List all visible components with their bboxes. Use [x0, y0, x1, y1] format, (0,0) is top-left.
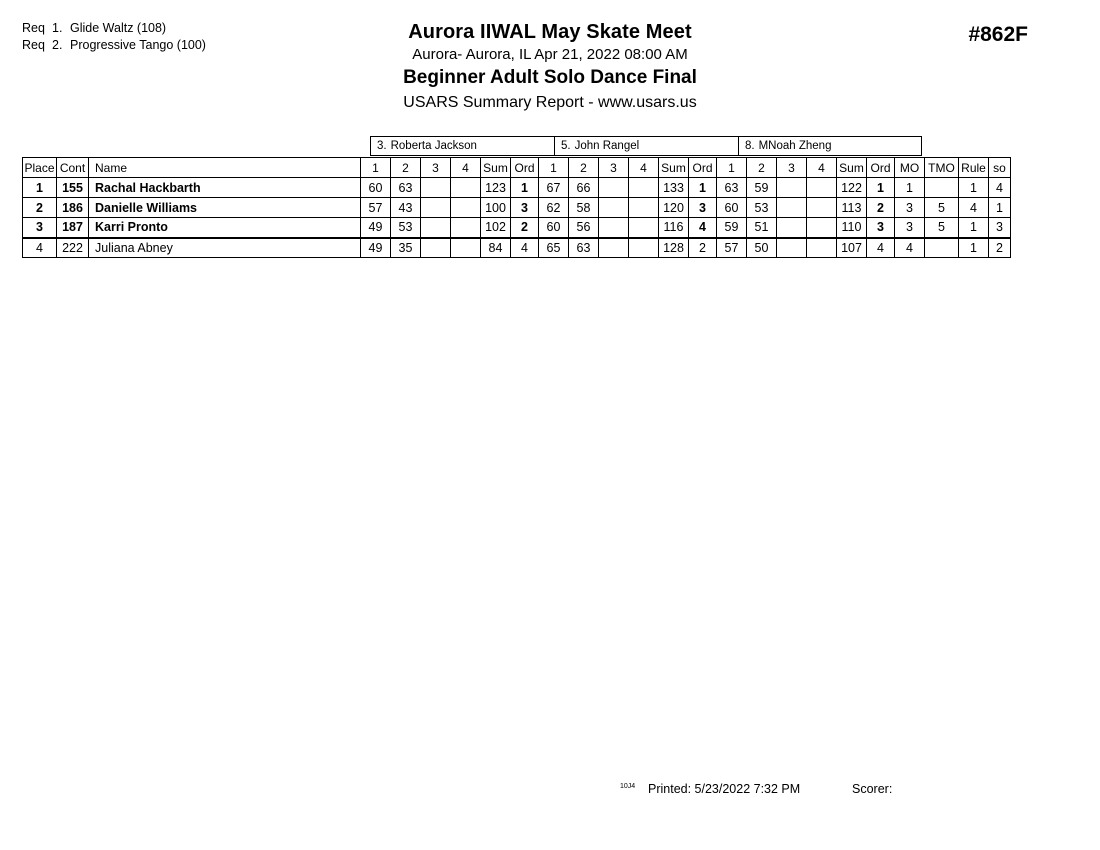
cell-j2-s1: 62	[539, 198, 569, 218]
cell-place: 3	[23, 218, 57, 238]
cell-j3-s3	[777, 218, 807, 238]
cell-j2-ord: 1	[689, 178, 717, 198]
cell-j3-s2: 59	[747, 178, 777, 198]
cell-j1-s1: 60	[361, 178, 391, 198]
cell-j2-s2: 56	[569, 218, 599, 238]
cell-name: Karri Pronto	[89, 218, 361, 238]
column-header-cont: Cont	[57, 158, 89, 178]
cell-j3-sum: 113	[837, 198, 867, 218]
requirement-number: 1.	[52, 21, 63, 35]
cell-j3-s4	[807, 198, 837, 218]
column-header-j2-s2: 2	[569, 158, 599, 178]
cell-j3-s1: 60	[717, 198, 747, 218]
requirement-name: Progressive Tango (100)	[70, 38, 206, 52]
judge-name: John Rangel	[574, 140, 640, 152]
cell-j1-sum: 100	[481, 198, 511, 218]
column-header-j1-s2: 2	[391, 158, 421, 178]
event-title: Beginner Adult Solo Dance Final	[403, 67, 697, 88]
cell-tmo	[925, 238, 959, 258]
column-header-j2-s1: 1	[539, 158, 569, 178]
cell-j2-s3	[599, 178, 629, 198]
cell-so: 1	[989, 198, 1011, 218]
cell-j3-s2: 50	[747, 238, 777, 258]
cell-j2-s2: 63	[569, 238, 599, 258]
cell-j3-s2: 53	[747, 198, 777, 218]
cell-j1-ord: 1	[511, 178, 539, 198]
column-header-j1-s4: 4	[451, 158, 481, 178]
cell-j2-ord: 3	[689, 198, 717, 218]
cell-j1-s1: 49	[361, 218, 391, 238]
column-header-j1-s3: 3	[421, 158, 451, 178]
cell-cont: 186	[57, 198, 89, 218]
cell-j2-s4	[629, 218, 659, 238]
cell-cont: 187	[57, 218, 89, 238]
cell-j1-sum: 102	[481, 218, 511, 238]
cell-j1-s2: 63	[391, 178, 421, 198]
results-table	[22, 157, 1011, 258]
table-row	[23, 218, 1011, 238]
column-header-j3-s3: 3	[777, 158, 807, 178]
cell-j1-s1: 49	[361, 238, 391, 258]
cell-j3-s3	[777, 178, 807, 198]
cell-j2-sum: 133	[659, 178, 689, 198]
footer-code: 10J4	[620, 783, 636, 790]
cell-place: 1	[23, 178, 57, 198]
cell-j1-s4	[451, 238, 481, 258]
cell-rule: 1	[959, 238, 989, 258]
cell-j2-s1: 67	[539, 178, 569, 198]
cell-j3-s1: 57	[717, 238, 747, 258]
cell-j2-s1: 65	[539, 238, 569, 258]
cell-name: Rachal Hackbarth	[89, 178, 361, 198]
cell-so: 4	[989, 178, 1011, 198]
cell-place: 4	[23, 238, 57, 258]
cell-j1-ord: 4	[511, 238, 539, 258]
cell-cont: 222	[57, 238, 89, 258]
column-header-j2-s3: 3	[599, 158, 629, 178]
judge-header-1	[370, 136, 554, 156]
results-table-wrapper	[22, 157, 1011, 258]
judges-banner	[370, 136, 922, 156]
table-row	[23, 178, 1011, 198]
cell-j3-s4	[807, 238, 837, 258]
cell-j1-s3	[421, 198, 451, 218]
cell-j2-sum: 116	[659, 218, 689, 238]
cell-cont: 155	[57, 178, 89, 198]
requirement-number: 2.	[52, 38, 63, 52]
cell-j1-s4	[451, 178, 481, 198]
column-header-j2-ord: Ord	[689, 158, 717, 178]
cell-j2-s4	[629, 238, 659, 258]
cell-name: Juliana Abney	[89, 238, 361, 258]
column-header-j2-s4: 4	[629, 158, 659, 178]
cell-j1-s3	[421, 178, 451, 198]
judge-name: Roberta Jackson	[390, 140, 477, 152]
cell-rule: 1	[959, 178, 989, 198]
column-header-j3-s2: 2	[747, 158, 777, 178]
column-header-tmo: TMO	[925, 158, 959, 178]
cell-mo: 4	[895, 238, 925, 258]
cell-j1-s3	[421, 238, 451, 258]
column-header-j3-ord: Ord	[867, 158, 895, 178]
cell-j3-ord: 3	[867, 218, 895, 238]
cell-j1-s1: 57	[361, 198, 391, 218]
judge-number: 3.	[377, 140, 387, 152]
event-code: #862F	[968, 23, 1028, 46]
table-header-row	[23, 158, 1011, 178]
column-header-j3-s1: 1	[717, 158, 747, 178]
column-header-mo: MO	[895, 158, 925, 178]
cell-place: 2	[23, 198, 57, 218]
column-header-j1-s1: 1	[361, 158, 391, 178]
cell-j2-ord: 2	[689, 238, 717, 258]
column-header-j3-sum: Sum	[837, 158, 867, 178]
cell-j1-s4	[451, 198, 481, 218]
requirement-tag: Req	[22, 38, 45, 52]
cell-j3-s3	[777, 198, 807, 218]
meet-location-date: Aurora- Aurora, IL Apr 21, 2022 08:00 AM	[412, 46, 688, 63]
column-header-j1-sum: Sum	[481, 158, 511, 178]
column-header-j1-ord: Ord	[511, 158, 539, 178]
meet-title: Aurora IIWAL May Skate Meet	[408, 21, 692, 43]
cell-j1-s4	[451, 218, 481, 238]
cell-j1-ord: 3	[511, 198, 539, 218]
cell-tmo	[925, 178, 959, 198]
table-row	[23, 198, 1011, 218]
cell-so: 2	[989, 238, 1011, 258]
cell-rule: 1	[959, 218, 989, 238]
cell-j2-sum: 120	[659, 198, 689, 218]
requirement-tag: Req	[22, 21, 45, 35]
cell-j2-s2: 66	[569, 178, 599, 198]
cell-j2-s4	[629, 178, 659, 198]
cell-j1-s2: 43	[391, 198, 421, 218]
cell-mo: 3	[895, 198, 925, 218]
column-header-j3-s4: 4	[807, 158, 837, 178]
cell-j3-ord: 2	[867, 198, 895, 218]
cell-rule: 4	[959, 198, 989, 218]
cell-tmo: 5	[925, 218, 959, 238]
cell-tmo: 5	[925, 198, 959, 218]
cell-j1-sum: 123	[481, 178, 511, 198]
cell-j3-ord: 4	[867, 238, 895, 258]
scorer-label: Scorer:	[852, 782, 893, 796]
cell-mo: 3	[895, 218, 925, 238]
judge-header-3	[738, 136, 922, 156]
column-header-so: so	[989, 158, 1011, 178]
cell-j2-sum: 128	[659, 238, 689, 258]
cell-j3-s4	[807, 218, 837, 238]
cell-j2-s3	[599, 198, 629, 218]
cell-j2-s1: 60	[539, 218, 569, 238]
cell-j3-s2: 51	[747, 218, 777, 238]
cell-j2-s3	[599, 218, 629, 238]
requirement-name: Glide Waltz (108)	[70, 21, 167, 35]
column-header-place: Place	[23, 158, 57, 178]
report-source: USARS Summary Report - www.usars.us	[403, 94, 697, 111]
report-header	[0, 20, 1100, 115]
cell-name: Danielle Williams	[89, 198, 361, 218]
cell-j1-sum: 84	[481, 238, 511, 258]
cell-j3-sum: 122	[837, 178, 867, 198]
judge-name: MNoah Zheng	[758, 140, 832, 152]
cell-j3-ord: 1	[867, 178, 895, 198]
cell-j2-ord: 4	[689, 218, 717, 238]
cell-j2-s2: 58	[569, 198, 599, 218]
cell-j2-s4	[629, 198, 659, 218]
table-row	[23, 238, 1011, 258]
cell-j3-sum: 107	[837, 238, 867, 258]
cell-j3-s1: 59	[717, 218, 747, 238]
cell-j1-s3	[421, 218, 451, 238]
cell-j3-s4	[807, 178, 837, 198]
cell-j1-s2: 53	[391, 218, 421, 238]
judge-header-2	[554, 136, 738, 156]
cell-so: 3	[989, 218, 1011, 238]
cell-j1-s2: 35	[391, 238, 421, 258]
judge-number: 5.	[561, 140, 571, 152]
printed-timestamp: Printed: 5/23/2022 7:32 PM	[648, 782, 801, 796]
cell-j3-sum: 110	[837, 218, 867, 238]
cell-j1-ord: 2	[511, 218, 539, 238]
cell-j3-s3	[777, 238, 807, 258]
cell-mo: 1	[895, 178, 925, 198]
cell-j3-s1: 63	[717, 178, 747, 198]
column-header-name: Name	[89, 158, 361, 178]
judge-number: 8.	[745, 140, 755, 152]
column-header-j2-sum: Sum	[659, 158, 689, 178]
column-header-rule: Rule	[959, 158, 989, 178]
cell-j2-s3	[599, 238, 629, 258]
